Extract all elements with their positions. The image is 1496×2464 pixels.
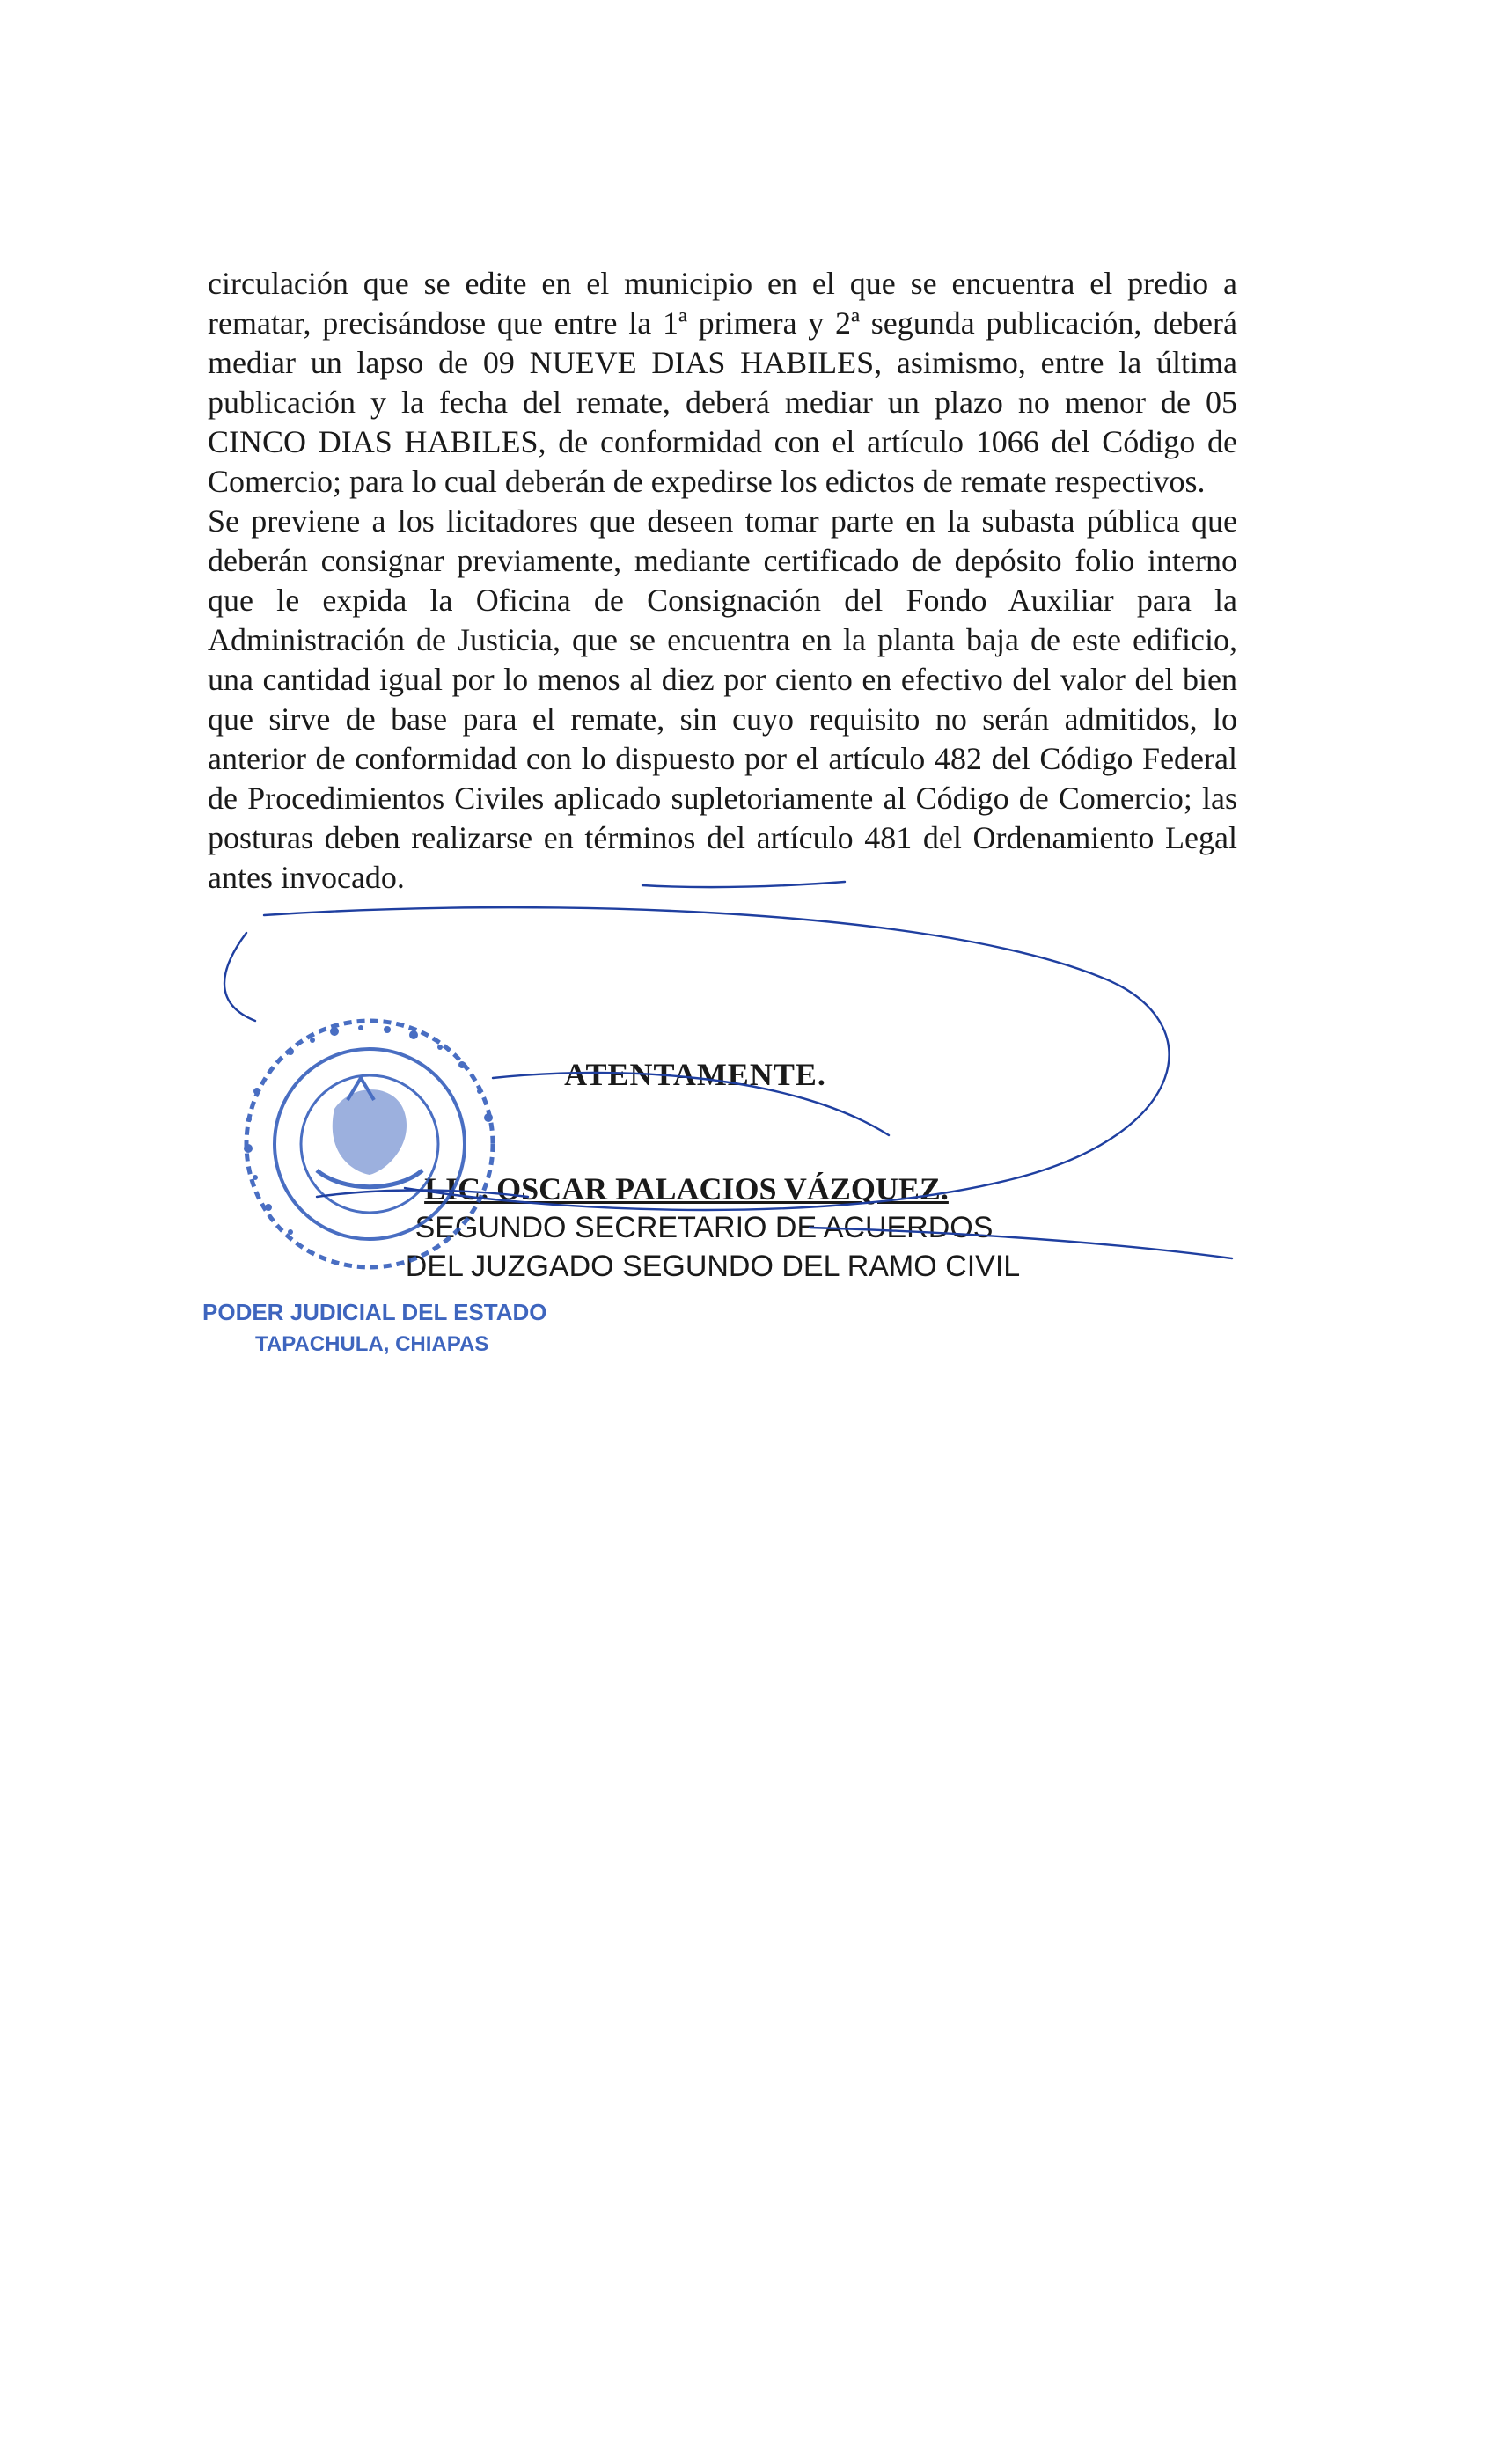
closing-atentamente: ATENTAMENTE. xyxy=(564,1057,826,1092)
signer-name: LIC. OSCAR PALACIOS VÁZQUEZ. xyxy=(424,1171,949,1206)
signer-title-line2: DEL JUZGADO SEGUNDO DEL RAMO CIVIL xyxy=(405,1250,1021,1283)
seal-text-line1: PODER JUDICIAL DEL ESTADO xyxy=(202,1299,547,1325)
seal-text-line2: TAPACHULA, CHIAPAS xyxy=(255,1332,489,1356)
paragraph-1: circulación que se edite en el municipio en el que se encuentra el predio a rematar, precisándose que entre la 1ª primera y 2ª segunda publicación, deberá mediar un lapso de 09 NUEVE DIAS HABILES, asimismo, entre la última publicación y la fecha del remate, deberá mediar un plazo no menor de 05 CINCO DIAS HABILES, de conformidad con el artículo 1066 del Código de Comercio; para lo cual deberán de expedirse los edictos de remate respectivos. xyxy=(208,266,1237,499)
paragraph-2: Se previene a los licitadores que deseen tomar parte en la subasta pública que deberán consignar previamente, mediante certificado de depósito folio interno que le expida la Oficina de Consignación del Fondo Auxiliar para la Administración de Justicia, que se encuentra en la planta baja de este edificio, una cantidad igual por lo menos al diez por ciento en efectivo del valor del bien que sirve de base para el remate, sin cuyo requisito no serán admitidos, lo anterior de conformidad con lo dispuesto por el artículo 482 del Código Federal de Procedimientos Civiles aplicado supletoriamente al Código de Comercio; las posturas deben realizarse en términos del artículo 481 del Ordenamiento Legal antes invocado. xyxy=(208,503,1237,895)
signer-title-line1: SEGUNDO SECRETARIO DE ACUERDOS xyxy=(414,1211,994,1244)
document-body xyxy=(208,264,1237,898)
